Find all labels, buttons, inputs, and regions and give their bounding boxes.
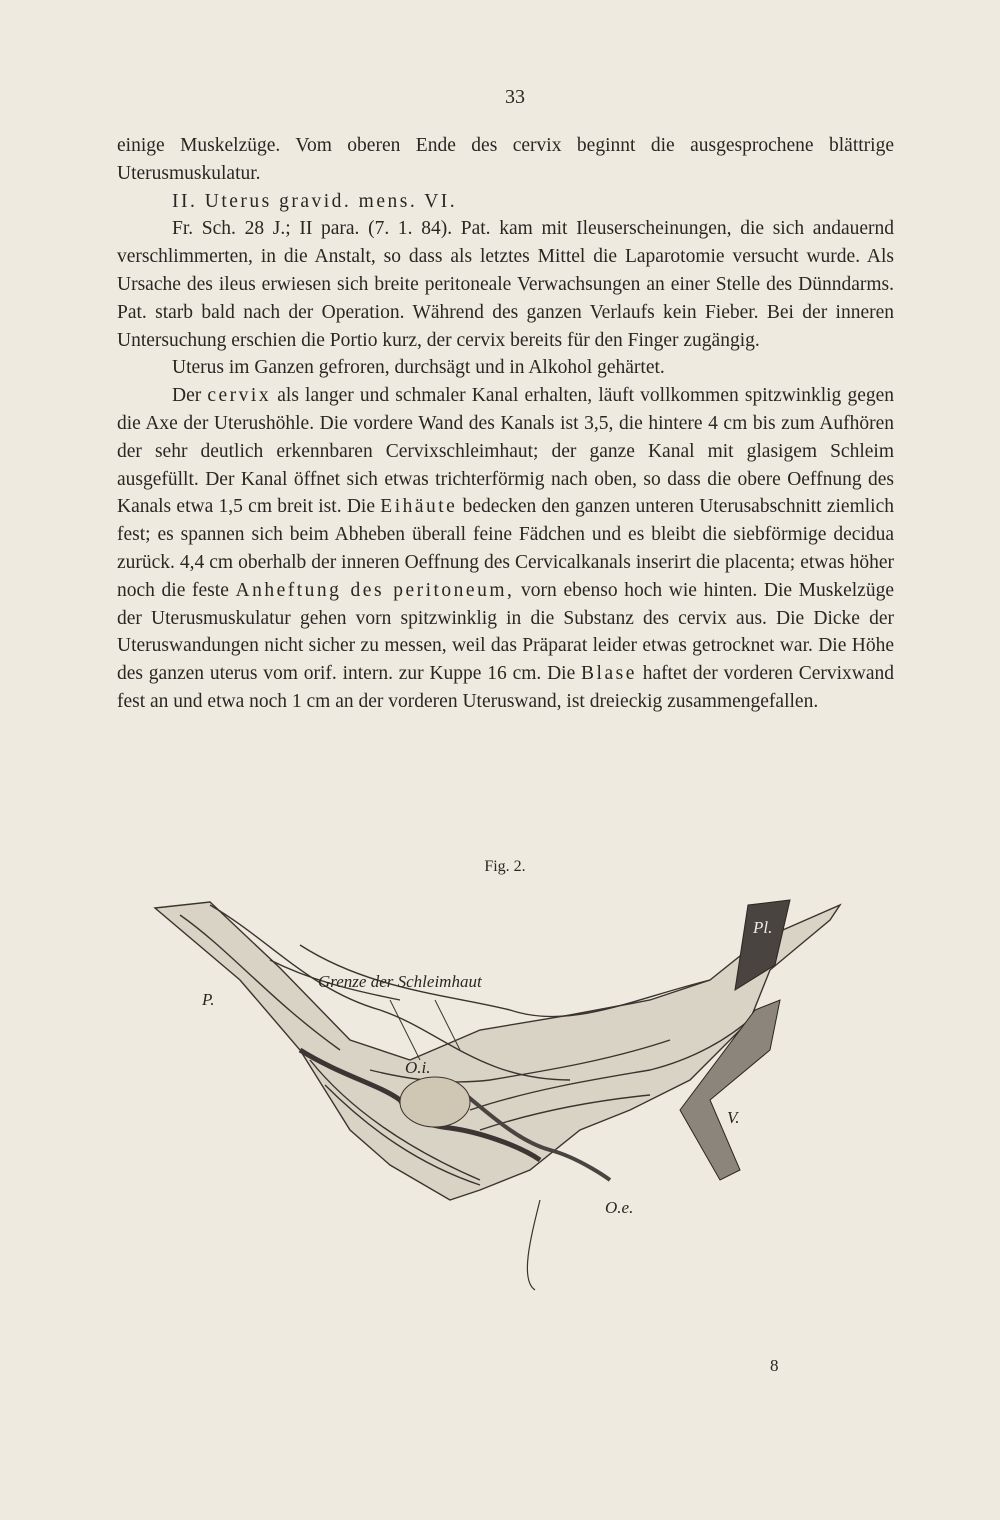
figure-caption: Fig. 2. [484, 858, 526, 875]
label-pl: Pl. [753, 918, 773, 937]
uterus-section-drawing [150, 880, 850, 1300]
paragraph: Der cervix als langer und schmaler Kanal erhalten, läuft vollkommen spitzwinklig gegen die Axe der Uterushöhle. Die vordere Wand des Kanals ist 3,5, die hintere 4 cm bis zum Aufhören der sehr deutlich erkennbaren Cervixschleimhaut; der ganze Kanal mit glasigem Schleim ausgefüllt. Der Kanal öffnet sich etwas trichterförmig nach oben, so dass die obere Oeffnung des Kanals etwa 1,5 cm breit ist. Die Eihäute bedecken den ganzen unteren Uterusabschnitt ziemlich fest; es spannen sich beim Abheben überall feine Fädchen und es bleibt die siebförmige decidua zurück. 4,4 cm oberhalb der inneren Oeffnung des Cervicalkanals inserirt die placenta; etwas höher noch die feste Anheftung des peritoneum, vorn ebenso hoch wie hinten. Die Muskelzüge der Uterusmuskulatur gehen vorn spitzwinklig in die Substanz des cervix aus. Die Dicke der Uteruswandungen nicht sicher zu messen, weil das Präparat leider etwas getrocknet war. Die Höhe des ganzen uterus vom orif. intern. zur Kuppe 16 cm. Die Blase haftet der vorderen Cervixwand fest an und etwa noch 1 cm an der vorderen Uteruswand, ist dreieckig zusammengefallen. [117, 385, 895, 712]
paragraph: Uterus im Ganzen gefroren, durchsägt und in Alkohol gehärtet. [172, 357, 665, 379]
body-text [117, 132, 894, 716]
page-number: 33 [505, 86, 525, 108]
paragraph: einige Muskelzüge. Vom oberen Ende des cervix beginnt die ausgesprochene blättrige Uterusmuskulatur. [117, 135, 894, 184]
paragraph: Fr. Sch. 28 J.; II para. (7. 1. 84). Pat. kam mit Ileuserscheinungen, die sich andauernd verschlimmerten, in die Anstalt, so dass als letztes Mittel die Laparotomie versucht wurde. Als Ursache des ileus erwiesen sich breite peritoneale Verwachsungen an einer Stelle des Dünndarms. Pat. starb bald nach der Operation. Während des ganzen Verlaufs kein Fieber. Bei der inneren Untersuchung erschien die Portio kurz, der cervix bereits für den Finger zugängig. [117, 218, 894, 351]
label-oi: O.i. [405, 1058, 431, 1077]
label-grenze: Grenze der Schleimhaut [318, 972, 482, 991]
anatomical-figure [150, 880, 850, 1300]
label-p: P. [202, 990, 215, 1009]
label-oe: O.e. [605, 1198, 634, 1217]
label-v: V. [727, 1108, 740, 1127]
case-heading: II. Uterus gravid. mens. VI. [172, 190, 458, 212]
signature-mark: 8 [770, 1356, 779, 1375]
